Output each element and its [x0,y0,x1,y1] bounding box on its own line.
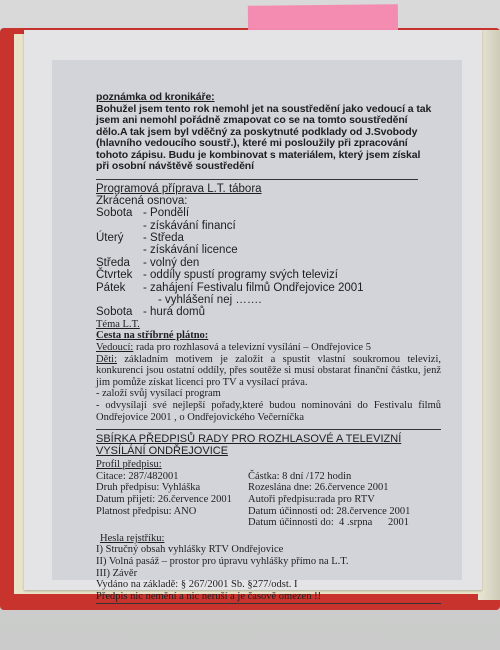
profile-row [96,471,441,483]
profile-row [96,482,441,494]
schedule-row [96,244,466,256]
profile-right: Rozeslána dne: 26.července 2001 [248,482,389,494]
profile-left: Druh předpisu: Vyhláška [96,482,201,494]
schedule-row [96,220,466,232]
schedule-row [96,306,466,318]
kids-text: základním motivem je založit a spustit vlastní soukromou televizi, konkurenci jsou ostatní oddíly, přes soutěže si musí obstarat finanční částku, jenž jim pomůže získat licenci pro TV a vysílací práva. [96,353,441,388]
register-heading: Hesla rejstříku: [100,532,165,544]
schedule-text: - vyhlášení nej ……. [158,294,262,307]
divider [96,179,418,180]
schedule-text: - hurá domů [143,306,206,319]
note-heading: poznámka od kronikáře: [96,91,215,103]
schedule-row [96,257,466,269]
register-item: II) Volná pasáž – prostor pro úpravu vyhlášky přímo na L.T. [96,555,349,567]
profile-row [96,494,441,506]
profile-right: Datum účinnosti do: 4 .srpna 2001 [248,517,409,529]
cesta-heading: Cesta na stříbrné plátno: [96,330,209,342]
schedule-day: Pátek [96,281,126,294]
schedule-row [96,269,466,281]
note-line: Bohužel jsem tento rok nemohl jet na soustředění jako vedoucí a tak [96,102,432,115]
schedule-row [96,282,466,294]
schedule-text: - oddíly spustí programy svých televizí [143,269,338,282]
leaders-line [96,342,466,354]
bullet-item: - založí svůj vysílací program [96,388,221,400]
profile-right: Datum účinnosti od: 28.července 2001 [248,505,411,517]
profile-row [96,517,441,529]
schedule-day: Úterý [96,232,124,245]
profile-right: Autoři předpisu:rada pro RTV [248,493,375,505]
profile-left: Datum přijetí: 26.července 2001 [96,493,232,505]
note-line: jsem ani nemohl pořádně zmapovat co se na tomto soustředění [96,114,408,126]
schedule-day: Sobota [96,306,133,319]
footer-line: Předpis nic nemění a nic neruší a je časově omezen !! [96,591,441,605]
profile-right: Částka: 8 dní /172 hodin [248,470,352,482]
note-line: (hlavního vedoucího soustř.), které mi posloužily při zpracování [96,137,408,149]
schedule-text: - volný den [143,256,200,269]
schedule-text: - zahájení Festivalu filmů Ondřejovice 2001 [143,281,364,294]
schedule-row [96,232,466,244]
issued-line: Vydáno na základě: § 267/2001 Sb. §277/odst. I [96,579,298,591]
register-item: I) Stručný obsah vyhlášky RTV Ondřejovice [96,544,284,556]
schedule-row [96,294,466,306]
page-content [96,92,466,604]
schedule-row [96,207,466,219]
schedule-text: - Středa [143,232,184,245]
profile-heading: Profil předpisu: [96,459,162,471]
schedule-day: Středa [96,256,130,269]
program-subheading: Zkrácená osnova: [96,194,188,207]
collection-box [96,429,441,604]
leaders-text: rada pro rozhlasová a televizní vysílání – Ondřejovice 5 [135,342,371,354]
bullet-item: - odvysílají své nejlepší pořady,které budou nominováni do Festivalu filmů Ondřejovice 2001 , o Ondřejovického Večerníčka [96,399,441,423]
kids-paragraph [96,354,441,389]
note-line: při osobní návštěvě soustředění [96,160,254,172]
program-heading: Programová příprava L.T. tábora [96,182,262,195]
register-item: III) Závěr [96,567,138,579]
schedule-text: - získávání financí [143,219,236,232]
profile-left: Citace: 287/482001 [96,470,179,482]
collection-title: SBÍRKA PŘEDPISŮ RADY PRO ROZHLASOVÉ A TELEVIZNÍ VYSÍLÁNÍ ONDŘEJOVICE [96,433,402,458]
kids-label: Děti: [96,353,117,365]
note-line: tohoto zápisu. Budu je kombinovat s materiálem, který jsem získal [96,148,421,161]
schedule-text: - získávání licence [143,244,238,257]
note-line: dělo.A tak jsem byl vděčný za poskytnuté podklady od J.Svobody [96,125,418,138]
profile-row [96,506,441,518]
profile-left: Platnost předpisu: ANO [96,505,197,517]
leaders-label: Vedoucí: [96,342,134,354]
schedule-text: - Pondělí [143,207,190,220]
schedule-day: Čtvrtek [96,269,133,282]
schedule-day: Sobota [96,207,133,220]
theme-label: Téma L.T. [96,318,140,330]
